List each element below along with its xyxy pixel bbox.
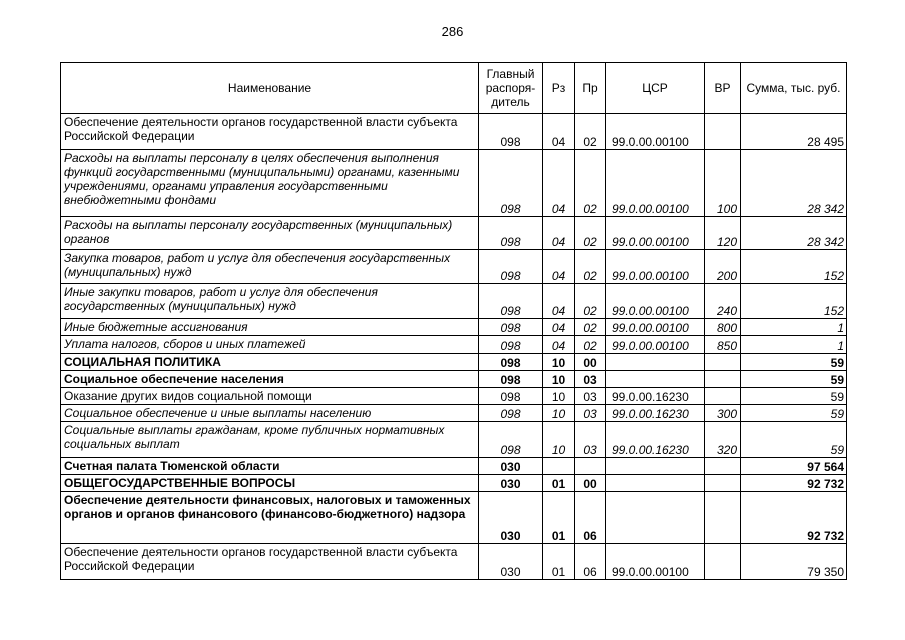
row-main-manager: 098 bbox=[479, 405, 543, 422]
row-subsection: 03 bbox=[575, 405, 606, 422]
table-row bbox=[61, 475, 847, 492]
row-target-article bbox=[606, 371, 705, 388]
row-name: Обеспечение деятельности органов государственной власти субъекта Российской Федерации bbox=[61, 544, 479, 580]
header-name: Наименование bbox=[61, 63, 479, 114]
row-main-manager: 030 bbox=[479, 544, 543, 580]
header-main-manager: Главный распоря-дитель bbox=[479, 63, 543, 114]
header-row bbox=[61, 63, 847, 114]
row-sum: 28 342 bbox=[741, 150, 847, 217]
row-subsection: 00 bbox=[575, 354, 606, 371]
row-name: Социальное обеспечение населения bbox=[61, 371, 479, 388]
row-main-manager: 098 bbox=[479, 371, 543, 388]
row-expense-type bbox=[705, 388, 741, 405]
row-section: 10 bbox=[543, 405, 575, 422]
row-sum: 79 350 bbox=[741, 544, 847, 580]
row-sum: 92 732 bbox=[741, 492, 847, 544]
row-main-manager: 098 bbox=[479, 354, 543, 371]
row-name: Закупка товаров, работ и услуг для обеспечения государственных (муниципальных) нужд bbox=[61, 250, 479, 284]
row-name: Обеспечение деятельности органов государственной власти субъекта Российской Федерации bbox=[61, 114, 479, 150]
table-row bbox=[61, 544, 847, 580]
table-row bbox=[61, 336, 847, 354]
row-sum: 59 bbox=[741, 422, 847, 458]
row-name: Расходы на выплаты персоналу в целях обеспечения выполнения функций государственными (муниципальными) органами, казенными учреждениями, органами управления государственными внебюджетными фондами bbox=[61, 150, 479, 217]
table-row bbox=[61, 422, 847, 458]
row-subsection: 03 bbox=[575, 388, 606, 405]
row-name: Уплата налогов, сборов и иных платежей bbox=[61, 336, 479, 354]
row-sum: 28 495 bbox=[741, 114, 847, 150]
row-target-article: 99.0.00.00100 bbox=[606, 544, 705, 580]
row-main-manager: 098 bbox=[479, 114, 543, 150]
row-section: 01 bbox=[543, 544, 575, 580]
row-sum: 92 732 bbox=[741, 475, 847, 492]
table-row bbox=[61, 250, 847, 284]
row-section: 04 bbox=[543, 250, 575, 284]
row-subsection: 02 bbox=[575, 217, 606, 250]
row-section: 04 bbox=[543, 150, 575, 217]
row-section: 04 bbox=[543, 319, 575, 336]
row-main-manager: 030 bbox=[479, 475, 543, 492]
row-target-article: 99.0.00.16230 bbox=[606, 422, 705, 458]
row-target-article bbox=[606, 492, 705, 544]
row-subsection: 02 bbox=[575, 114, 606, 150]
row-sum: 1 bbox=[741, 319, 847, 336]
row-name: Оказание других видов социальной помощи bbox=[61, 388, 479, 405]
row-main-manager: 098 bbox=[479, 250, 543, 284]
row-sum: 59 bbox=[741, 354, 847, 371]
row-sum: 152 bbox=[741, 284, 847, 319]
row-main-manager: 098 bbox=[479, 150, 543, 217]
row-expense-type: 200 bbox=[705, 250, 741, 284]
row-sum: 59 bbox=[741, 388, 847, 405]
row-expense-type: 320 bbox=[705, 422, 741, 458]
row-expense-type: 100 bbox=[705, 150, 741, 217]
row-target-article bbox=[606, 475, 705, 492]
row-section: 01 bbox=[543, 492, 575, 544]
row-subsection: 02 bbox=[575, 250, 606, 284]
row-expense-type bbox=[705, 492, 741, 544]
row-section: 10 bbox=[543, 422, 575, 458]
row-subsection: 02 bbox=[575, 319, 606, 336]
header-expense-type: ВР bbox=[705, 63, 741, 114]
row-target-article: 99.0.00.00100 bbox=[606, 114, 705, 150]
row-main-manager: 098 bbox=[479, 336, 543, 354]
row-target-article: 99.0.00.00100 bbox=[606, 250, 705, 284]
row-section bbox=[543, 458, 575, 475]
row-section: 04 bbox=[543, 284, 575, 319]
row-target-article: 99.0.00.00100 bbox=[606, 336, 705, 354]
budget-table bbox=[60, 62, 847, 580]
row-target-article: 99.0.00.00100 bbox=[606, 217, 705, 250]
row-name: ОБЩЕГОСУДАРСТВЕННЫЕ ВОПРОСЫ bbox=[61, 475, 479, 492]
row-expense-type: 800 bbox=[705, 319, 741, 336]
header-section: Рз bbox=[543, 63, 575, 114]
row-expense-type bbox=[705, 354, 741, 371]
row-subsection: 06 bbox=[575, 544, 606, 580]
row-section: 04 bbox=[543, 114, 575, 150]
row-expense-type bbox=[705, 475, 741, 492]
row-main-manager: 030 bbox=[479, 458, 543, 475]
row-target-article: 99.0.00.00100 bbox=[606, 284, 705, 319]
row-target-article bbox=[606, 458, 705, 475]
row-section: 01 bbox=[543, 475, 575, 492]
page-number: 286 bbox=[441, 24, 464, 39]
row-subsection: 00 bbox=[575, 475, 606, 492]
row-subsection: 03 bbox=[575, 371, 606, 388]
row-target-article: 99.0.00.00100 bbox=[606, 150, 705, 217]
table-row bbox=[61, 405, 847, 422]
row-expense-type: 300 bbox=[705, 405, 741, 422]
row-target-article: 99.0.00.16230 bbox=[606, 405, 705, 422]
row-subsection: 06 bbox=[575, 492, 606, 544]
row-expense-type bbox=[705, 371, 741, 388]
row-target-article: 99.0.00.00100 bbox=[606, 319, 705, 336]
row-subsection: 03 bbox=[575, 422, 606, 458]
row-sum: 97 564 bbox=[741, 458, 847, 475]
row-expense-type bbox=[705, 114, 741, 150]
row-sum: 28 342 bbox=[741, 217, 847, 250]
row-subsection bbox=[575, 458, 606, 475]
row-expense-type: 850 bbox=[705, 336, 741, 354]
row-expense-type bbox=[705, 544, 741, 580]
table-row bbox=[61, 492, 847, 544]
row-name: Счетная палата Тюменской области bbox=[61, 458, 479, 475]
row-section: 10 bbox=[543, 354, 575, 371]
row-section: 04 bbox=[543, 336, 575, 354]
row-sum: 59 bbox=[741, 405, 847, 422]
row-name: Социальные выплаты гражданам, кроме публичных нормативных социальных выплат bbox=[61, 422, 479, 458]
header-sum: Сумма, тыс. руб. bbox=[741, 63, 847, 114]
row-main-manager: 098 bbox=[479, 319, 543, 336]
table-row bbox=[61, 284, 847, 319]
row-name: Расходы на выплаты персоналу государственных (муниципальных) органов bbox=[61, 217, 479, 250]
row-main-manager: 098 bbox=[479, 217, 543, 250]
row-main-manager: 098 bbox=[479, 422, 543, 458]
row-subsection: 02 bbox=[575, 150, 606, 217]
table-row bbox=[61, 354, 847, 371]
row-section: 04 bbox=[543, 217, 575, 250]
table-row bbox=[61, 114, 847, 150]
table-row bbox=[61, 217, 847, 250]
row-expense-type: 240 bbox=[705, 284, 741, 319]
row-target-article bbox=[606, 354, 705, 371]
row-name: Обеспечение деятельности финансовых, налоговых и таможенных органов и органов финансового (финансово-бюджетного) надзора bbox=[61, 492, 479, 544]
row-section: 10 bbox=[543, 388, 575, 405]
table-row bbox=[61, 388, 847, 405]
row-expense-type: 120 bbox=[705, 217, 741, 250]
row-subsection: 02 bbox=[575, 284, 606, 319]
row-sum: 59 bbox=[741, 371, 847, 388]
row-sum: 1 bbox=[741, 336, 847, 354]
row-expense-type bbox=[705, 458, 741, 475]
table-row bbox=[61, 150, 847, 217]
row-main-manager: 098 bbox=[479, 388, 543, 405]
row-name: Иные закупки товаров, работ и услуг для обеспечения государственных (муниципальных) нужд bbox=[61, 284, 479, 319]
table-row bbox=[61, 371, 847, 388]
row-main-manager: 098 bbox=[479, 284, 543, 319]
row-section: 10 bbox=[543, 371, 575, 388]
table-row bbox=[61, 458, 847, 475]
row-name: СОЦИАЛЬНАЯ ПОЛИТИКА bbox=[61, 354, 479, 371]
row-name: Иные бюджетные ассигнования bbox=[61, 319, 479, 336]
header-subsection: Пр bbox=[575, 63, 606, 114]
row-main-manager: 030 bbox=[479, 492, 543, 544]
row-name: Социальное обеспечение и иные выплаты населению bbox=[61, 405, 479, 422]
row-subsection: 02 bbox=[575, 336, 606, 354]
table-row bbox=[61, 319, 847, 336]
header-target-article: ЦСР bbox=[606, 63, 705, 114]
row-target-article: 99.0.00.16230 bbox=[606, 388, 705, 405]
row-sum: 152 bbox=[741, 250, 847, 284]
